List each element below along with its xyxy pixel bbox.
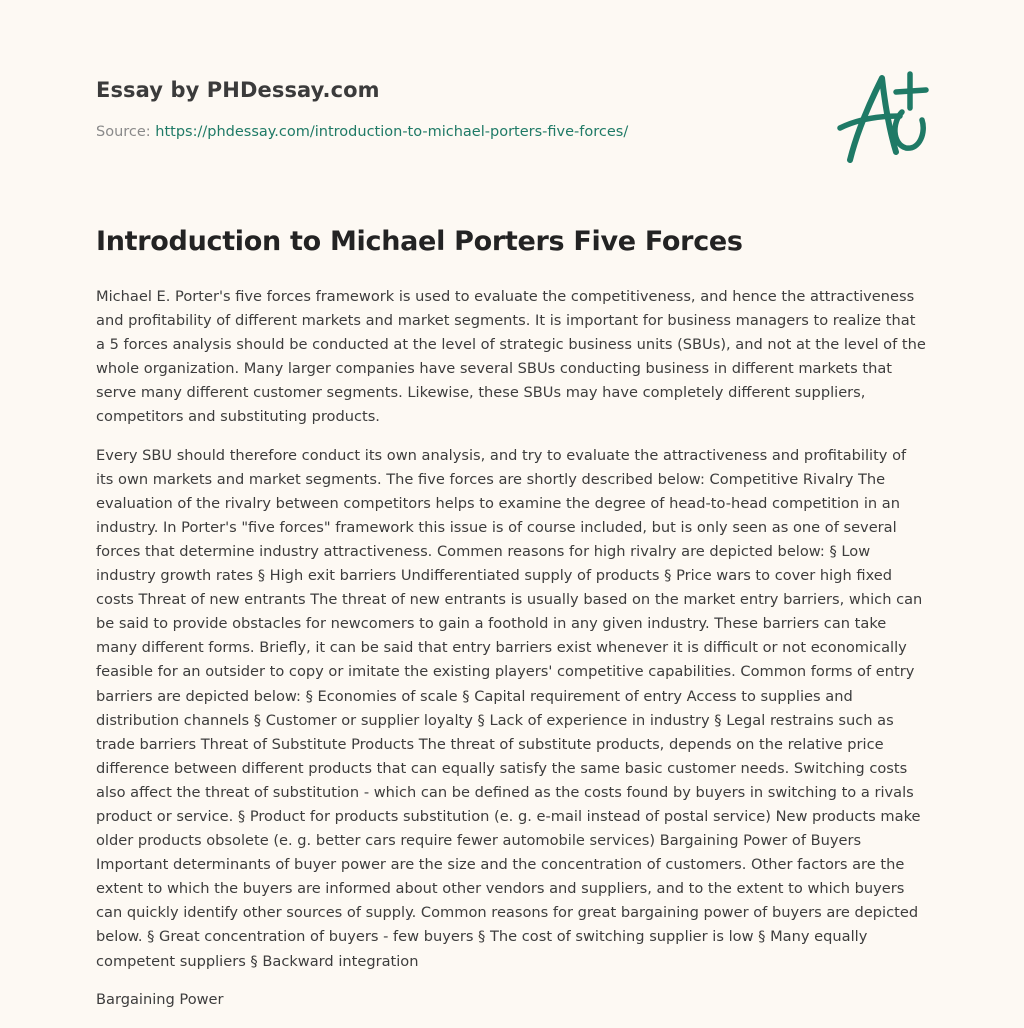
article-paragraph-2: Every SBU should therefore conduct its own analysis, and try to evaluate the attractiveness and profitability of its own markets and market segments. The five forces are shortly described below: Competitive Rivalry The evaluation of the rivalry between competitors helps to examine the degree of head-to-head competition in an industry. In Porter's "five forces" framework this issue is of course included, but is only seen as one of several forces that determine industry attractiveness. Commen reasons for high rivalry are depicted below: § Low industry growth rates § High exit barriers Undifferentiated supply of products § Price wars to cover high fixed costs Threat of new entrants The threat of new entrants is usually based on the market entry barriers, which can be said to provide obstacles for newcomers to gain a foothold in any given industry. These barriers can take many different forms. Briefly, it can be said that entry barriers exist whenever it is difficult or not economically feasible for an outsider to copy or imitate the existing players' competitive capabilities. Common forms of entry barriers are depicted below: § Economies of scale § Capital requirement of entry Access to supplies and distribution channels § Customer or supplier loyalty § Lack of experience in industry § Legal restrains such as trade barriers Threat of Substitute Products The threat of substitute products, depends on the relative price difference between different products that can equally satisfy the same basic customer needs. Switching costs also affect the threat of substitution - which can be defined as the costs found by buyers in switching to a rivals product or service. § Product for products substitution (e. g. e-mail instead of postal service) New products make older products obsolete (e. g. better cars require fewer automobile services) Bargaining Power of Buyers Important determinants of buyer power are the size and the concentration of customers. Other factors are the extent to which the buyers are informed about other vendors and suppliers, and to the extent to which buyers can quickly identify other sources of supply. Common reasons for great bargaining power of buyers are depicted below. § Great concentration of buyers - few buyers § The cost of switching supplier is low § Many equally competent suppliers § Backward integration: [96, 446, 923, 970]
article-body: [96, 285, 928, 1012]
article-title: Introduction to Michael Porters Five Forces: [96, 226, 743, 257]
source-label: Source:: [96, 124, 156, 140]
page-header: [96, 0, 928, 160]
a-plus-icon: [826, 66, 936, 166]
site-title: Essay by PHDessay.com: [96, 78, 380, 102]
next-section-heading: Bargaining Power: [96, 990, 224, 1008]
article-paragraph-1: Michael E. Porter's five forces framework is used to evaluate the competitiveness, and hence the attractiveness and profitability of different markets and market segments. It is important for business managers to realize that a 5 forces analysis should be conducted at the level of strategic business units (SBUs), and not at the level of the whole organization. Many larger companies have several SBUs conducting business in different markets that serve many different customer segments. Likewise, these SBUs may have completely different suppliers, competitors and substituting products.: [96, 288, 926, 426]
source-link[interactable]: https://phdessay.com/introduction-to-michael-porters-five-forces/: [155, 124, 629, 140]
source-line: [96, 124, 628, 140]
